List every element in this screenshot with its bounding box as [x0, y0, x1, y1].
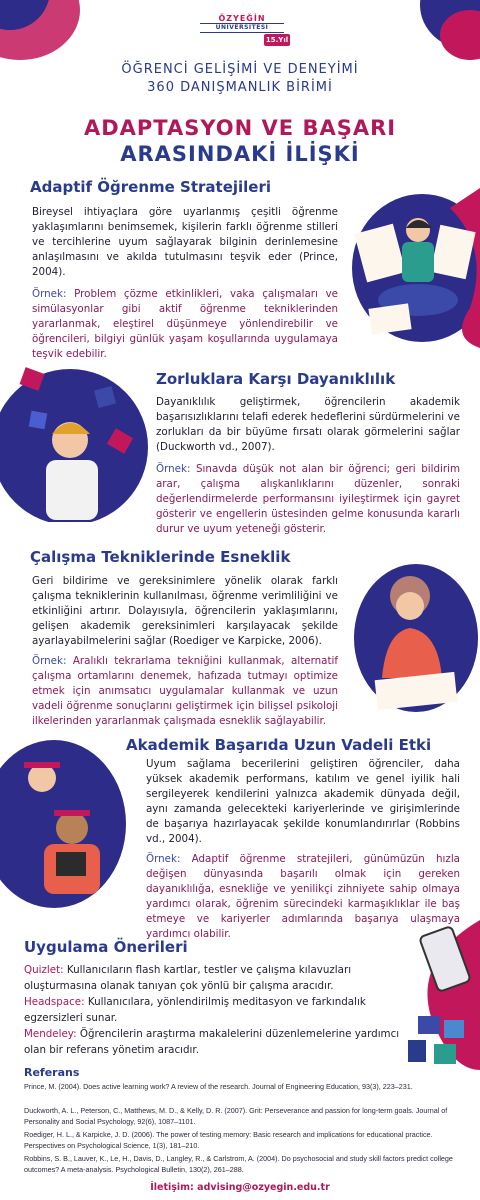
app-item-headspace — [24, 994, 424, 1026]
section-heading-adaptive: Adaptif Öğrenme Stratejileri — [30, 178, 272, 196]
app-desc: Kullanıcılara, yönlendirilmiş meditasyon ve farkındalık egzersizleri sunar. — [24, 996, 366, 1024]
example-text: Sınavda düşük not alan bir öğrenci; geri bildirim arar, çalışma alışkanlıklarını düzenler, sonraki değerlendirmelerde performansını iyileştirmek için gayret gösterir ve engellerin üstesinden gelme konusunda kararlı durur ve uyum yeteneği gösterir. — [156, 463, 460, 535]
section-example-flexibility — [32, 654, 338, 729]
section-body-resilience: Dayanıklılık geliştirmek, öğrencilerin akademik başarısızlıklarını telafi ederek hedeflerini sürdürmelerini ve zorlukları da bir büyüme fırsatı olarak görmelerini sağlar (Duckworth vd., 2007). — [156, 396, 460, 453]
logo-badge: 15.Yıl — [265, 36, 289, 44]
example-label: Örnek: — [32, 288, 67, 300]
app-item-quizlet — [24, 962, 424, 994]
example-text: Adaptif öğrenme stratejileri, günümüzün hızla değişen dünyasında başarılı olmak için gereken dayanıklılığa, esnekliğe ve yenilikçi zihniyete sahip olmaya yardımcı olarak, öğrenim sürecindeki karmaşıklıklar ile baş etmeye ve kariyerler adımlarında başarıya ulaşmaya yardımcı olabilir. — [146, 853, 460, 940]
app-name: Mendeley: — [24, 1028, 77, 1040]
example-text: Aralıklı tekrarlama tekniğini kullanmak, alternatif çalışma ortamlarını denemek, hafızada tutmayı optimize etmek için anımsatıcı uygulamalar kullanmak ve uzun vadeli öğrenme sonuçlarını geliştirmek için bilişsel psikoloji ilkelerinden yararlanmak çalışmada esneklik sağlayabilir. — [32, 655, 338, 727]
app-desc: Öğrencilerin araştırma makalelerini düzenlemelerine yardımcı olan bir referans yönetim aracıdır. — [24, 1028, 400, 1056]
section-example-adaptive — [32, 287, 338, 362]
reference-item: Roediger, H. L., & Karpicke, J. D. (2006). The power of testing memory: Basic research and implications for educational practice. Perspectives on Psychological Science, 1(3), 181–210. — [24, 1130, 433, 1150]
contact-line[interactable]: İletişim: advising@ozyegin.edu.tr — [150, 1182, 330, 1193]
app-name: Quizlet: — [24, 964, 64, 976]
graduates-illustration — [0, 728, 130, 908]
logo-line1: ÖZYEĞİN — [218, 14, 266, 23]
page-title-line2: ARASINDAKİ İLİŞKİ — [120, 142, 360, 166]
example-label: Örnek: — [156, 463, 191, 475]
phone-apps-illustration — [392, 920, 480, 1070]
reference-item: Duckworth, A. L., Peterson, C., Matthews, M. D., & Kelly, D. R. (2007). Grit: Perseverance and passion for long-term goals. Journal of Personality and Social Psychology, 92(6), 1087–1101. — [24, 1106, 448, 1126]
page-title-line1: ADAPTASYON VE BAŞARI — [83, 116, 397, 140]
app-name: Headspace: — [24, 996, 85, 1008]
applications-heading: Uygulama Önerileri — [24, 938, 188, 956]
app-desc: Kullanıcıların flash kartlar, testler ve çalışma kılavuzları oluşturmasına olanak tanıyan çok yönlü bir çalışma aracıdır. — [24, 964, 352, 992]
logo-line2: ÜNİVERSİTESİ — [200, 23, 284, 33]
student-writing-illustration — [346, 558, 480, 728]
unit-line1: ÖĞRENCİ GELİŞİMİ VE DENEYİMİ — [121, 62, 359, 77]
student-puzzle-illustration — [0, 352, 150, 522]
section-body-flexibility: Geri bildirime ve gereksinimlere yönelik olarak farklı çalışma tekniklerinin kullanılması, öğrenme verimliliğini ve etkinliğini artırır. Dolayısıyla, öğrencilerin yaklaşımlarını, gelişen akademik gereksinimleri karşılayacak şekilde ayarlayabilmelerini sağlar (Roediger ve Karpicke, 2006). — [32, 575, 338, 647]
reference-item: Prince, M. (2004). Does active learning work? A review of the research. Journal of Engineering Education, 93(3), 223–231. — [24, 1082, 413, 1091]
section-body-long-term: Uyum sağlama becerilerini geliştiren öğrenciler, daha yüksek akademik performans, katılım ve genel iyilik hali sergileyerek kendilerini yalnızca akademik dünyada değil, aynı zamanda gelecekteki kariyerlerinde ve girişimlerinde de başarıya hazırlayacak şekilde konumlandırırlar (Robbins vd., 2004). — [146, 758, 460, 845]
example-text: Problem çözme etkinlikleri, vaka çalışmaları ve simülasyonlar gibi aktif öğrenme tekniklerinden yararlanmak, eleştirel düşünmeye yönlendirebilir ve öğrencileri, bilgiyi günlük yaşam koşullarında uygulamaya teşvik edebilir. — [32, 288, 338, 360]
example-label: Örnek: — [146, 853, 181, 865]
references-heading: Referans — [24, 1066, 80, 1079]
section-example-resilience — [156, 462, 460, 537]
reference-item: Robbins, S. B., Lauver, K., Le, H., Davis, D., Langley, R., & Carlstrom, A. (2004). Do psychosocial and study skill factors predict college outcomes? A meta-analysis. Psychological Bulletin, 130(2), 261–288. — [24, 1154, 453, 1174]
unit-line2: 360 DANIŞMANLIK BİRİMİ — [147, 80, 333, 95]
section-body-adaptive: Bireysel ihtiyaçlara göre uyarlanmış çeşitli öğrenme yaklaşımlarını benimsemek, kişilerin farklı öğrenme stilleri ve tercihlerine uyum sağlayarak bilginin derinlemesine anlaşılmasını ve akılda tutulmasını teşvik eder (Prince, 2004). — [32, 206, 338, 278]
section-heading-flexibility: Çalışma Tekniklerinde Esneklik — [30, 548, 291, 566]
section-heading-resilience: Zorluklara Karşı Dayanıklılık — [156, 370, 396, 388]
section-heading-long-term: Akademik Başarıda Uzun Vadeli Etki — [126, 736, 432, 754]
app-item-mendeley — [24, 1026, 424, 1058]
university-logo — [200, 14, 289, 44]
example-label: Örnek: — [32, 655, 67, 667]
student-reading-papers-illustration — [340, 188, 480, 348]
